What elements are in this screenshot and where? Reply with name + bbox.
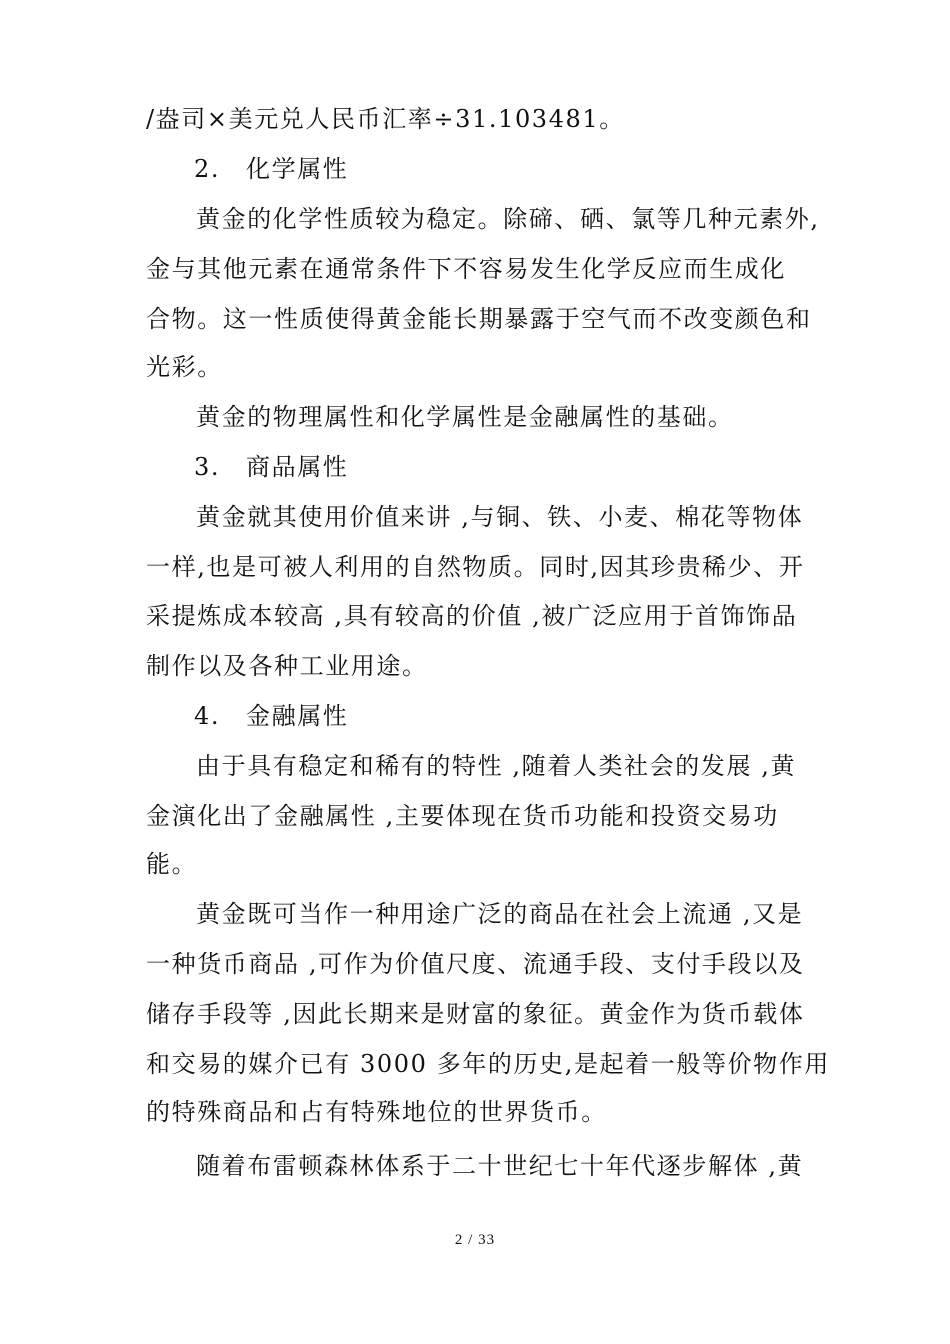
section-heading (194, 154, 864, 184)
text-line: 黄金既可当作一种用途广泛的商品在社会上流通 ,又是 (196, 900, 804, 928)
text-line: 采提炼成本较高 ,具有较高的价值 ,被广泛应用于首饰饰品 (146, 602, 798, 630)
section-heading (194, 452, 864, 482)
heading-title: 化学属性 (246, 155, 349, 183)
text-line: 金与其他元素在通常条件下不容易发生化学反应而生成化 (146, 255, 786, 283)
text-line: 的特殊商品和占有特殊地位的世界货币。 (146, 1098, 607, 1126)
section-heading (194, 701, 864, 731)
text-line: 黄金的化学性质较为稳定。除碲、硒、氯等几种元素外, (196, 205, 820, 233)
heading-number: 3. (194, 453, 221, 481)
heading-number: 4. (194, 702, 221, 730)
text-line: 和交易的媒介已有 3000 多年的历史,是起着一般等价物作用 (146, 1050, 830, 1078)
text-line: 制作以及各种工业用途。 (146, 652, 428, 680)
text-line: 储存手段等 ,因此长期来是财富的象征。黄金作为货币载体 (146, 1000, 805, 1028)
text-line: 合物。这一性质使得黄金能长期暴露于空气而不改变颜色和 (146, 305, 812, 333)
text-line: 随着布雷顿森林体系于二十世纪七十年代逐步解体 ,黄 (196, 1152, 804, 1180)
heading-title: 金融属性 (246, 702, 349, 730)
text-line: 黄金的物理属性和化学属性是金融属性的基础。 (196, 403, 734, 431)
text-line: 金演化出了金融属性 ,主要体现在货币功能和投资交易功 (146, 802, 779, 830)
text-line: 由于具有稳定和稀有的特性 ,随着人类社会的发展 ,黄 (196, 752, 797, 780)
text-line: 能。 (146, 850, 198, 878)
text-line: 黄金就其使用价值来讲 ,与铜、铁、小麦、棉花等物体 (196, 503, 804, 531)
heading-title: 商品属性 (246, 453, 349, 481)
text-line: 光彩。 (146, 353, 223, 381)
text-line: 一种货币商品 ,可作为价值尺度、流通手段、支付手段以及 (146, 950, 805, 978)
page-number: 2 / 33 (454, 1232, 496, 1248)
text-line: 一样,也是可被人利用的自然物质。同时,因其珍贵稀少、开 (146, 553, 805, 581)
text-line: /盎司×美元兑人民币汇率÷31.103481。 (146, 105, 625, 133)
heading-number: 2. (194, 155, 221, 183)
